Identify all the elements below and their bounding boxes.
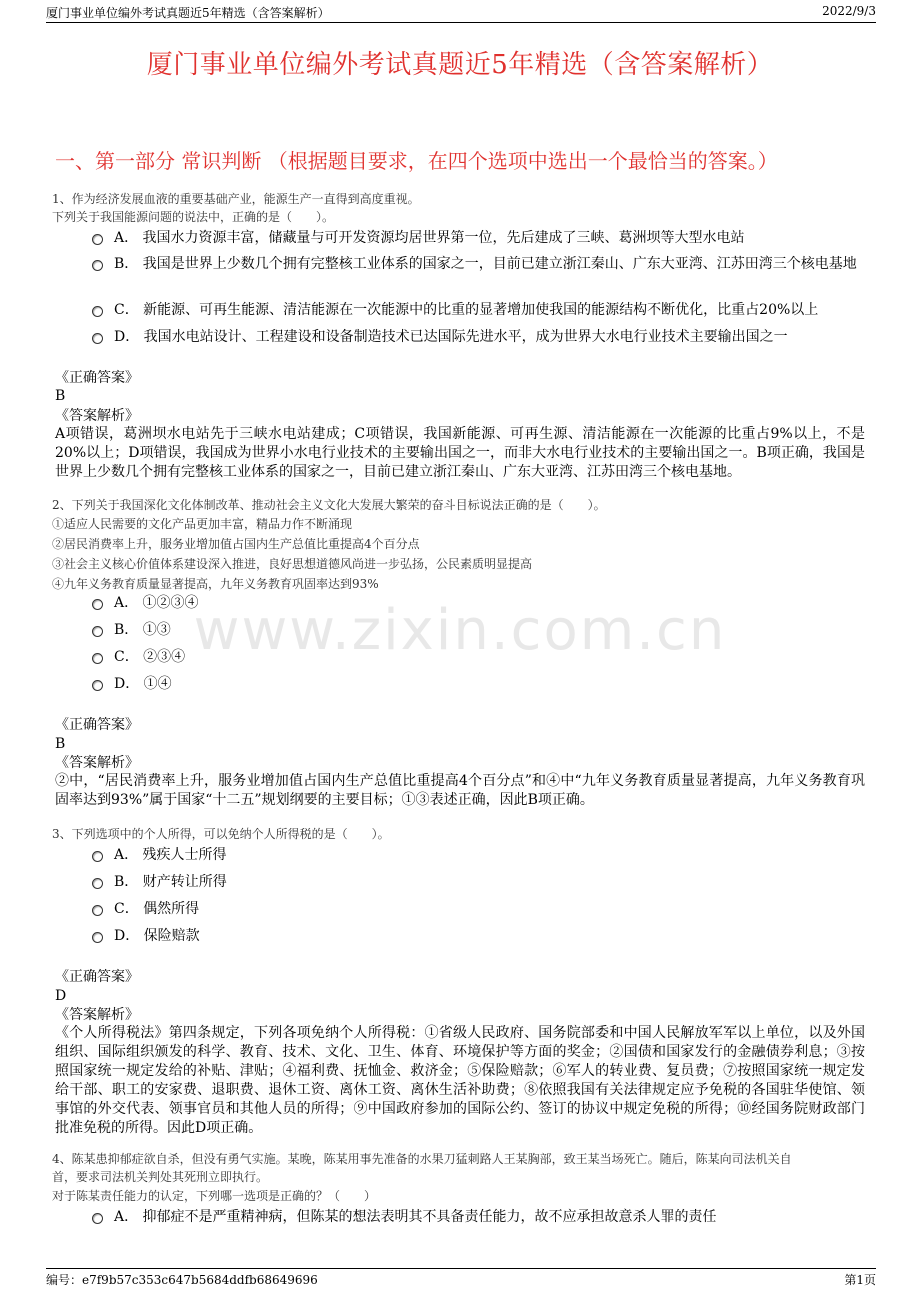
watermark: www.zixin.com.cn <box>193 598 727 663</box>
option-text: A． ①②③④ <box>114 595 199 611</box>
option-text: C． ②③④ <box>114 649 186 665</box>
question-2-option-a[interactable] <box>92 591 199 615</box>
question-2-option-d[interactable] <box>92 672 172 696</box>
question-2-stem: ③社会主义核心价值体系建设深入推进，良好思想道德风尚进一步弘扬，公民素质明显提高 <box>52 557 533 571</box>
question-2-option-c[interactable] <box>92 645 185 669</box>
analysis-label: 《答案解析》 <box>55 408 139 424</box>
header-doc-title: 厦门事业单位编外考试真题近5年精选（含答案解析） <box>46 6 330 20</box>
radio-button[interactable] <box>92 1213 103 1224</box>
question-2-stem: 2、下列关于我国深化文化体制改革、推动社会主义文化大发展大繁荣的奋斗目标说法正确的是（ ）。 <box>52 498 606 512</box>
question-1-option-c[interactable] <box>92 298 872 322</box>
radio-button[interactable] <box>92 260 103 271</box>
question-1-stem: 1、作为经济发展血液的重要基础产业，能源生产一直得到高度重视。 <box>52 192 420 206</box>
radio-button[interactable] <box>92 680 103 691</box>
analysis-text: 《个人所得税法》第四条规定，下列各项免纳个人所得税：①省级人民政府、国务院部委和中国人民解放军军以上单位，以及外国组织、国际组织颁发的科学、教育、技术、文化、卫生、体育、环境保护等方面的奖金；②国债和国家发行的金融债券利息；③按照国家统一规定发给的补贴、津贴；④福利费、抚恤金、救济金；⑤保险赔款；⑥军人的转业费、复员费；⑦按照国家统一规定发给干部、职工的安家费、退职费、退休工资、离休工资、离休生活补助费；⑧依照我国有关法律规定应予免税的各国驻华使馆、领事馆的外交代表、领事官员和其他人员的所得；⑨中国政府参加的国际公约、签订的协议中规定免税的所得；⑩经国务院财政部门批准免税的所得。因此D项正确。 <box>55 1025 865 1136</box>
radio-button[interactable] <box>92 851 103 862</box>
question-1-option-a[interactable] <box>92 226 862 250</box>
footer-page-number: 第1页 <box>844 1273 876 1287</box>
radio-button[interactable] <box>92 626 103 637</box>
option-text: C． 偶然所得 <box>114 901 200 917</box>
option-text: B． 财产转让所得 <box>114 874 227 890</box>
question-1-option-d[interactable] <box>92 325 872 349</box>
option-text: B． 我国是世界上少数几个拥有完整核工业体系的国家之一，目前已建立浙江秦山、广东大亚湾、江苏田湾三个核电基地 <box>114 256 857 272</box>
question-2-stem: ④九年义务教育质量显著提高，九年义务教育巩固率达到93% <box>52 577 379 591</box>
question-3-option-a[interactable] <box>92 843 227 867</box>
radio-button[interactable] <box>92 306 103 317</box>
question-3-option-b[interactable] <box>92 870 227 894</box>
footer-divider <box>46 1268 876 1269</box>
question-3-option-c[interactable] <box>92 897 199 921</box>
question-1-stem: 下列关于我国能源问题的说法中，正确的是（ ）。 <box>52 210 335 224</box>
question-4-stem: 对于陈某责任能力的认定，下列哪一选项是正确的？（ ） <box>52 1189 377 1203</box>
analysis-text: ②中，“居民消费率上升，服务业增加值占国内生产总值比重提高4个百分点”和④中“九年义务教育质量显著提高，九年义务教育巩固率达到93%”属于国家“十二五”规划纲要的主要目标；①③表述正确，因此B项正确。 <box>55 773 865 808</box>
question-1-option-b[interactable] <box>92 252 862 276</box>
answer-label: 《正确答案》 <box>55 370 139 386</box>
analysis-label: 《答案解析》 <box>55 1007 139 1023</box>
section-heading: 一、第一部分 常识判断 （根据题目要求，在四个选项中选出一个最恰当的答案。） <box>55 149 778 173</box>
answer-value: B <box>55 736 66 752</box>
radio-button[interactable] <box>92 905 103 916</box>
radio-button[interactable] <box>92 878 103 889</box>
answer-label: 《正确答案》 <box>55 969 139 985</box>
analysis-text: A项错误，葛洲坝水电站先于三峡水电站建成；C项错误，我国新能源、可再生源、清洁能源在一次能源的比重占9%以上，不是20%以上；D项错误，我国成为世界小水电行业技术的主要输出国之一，而非大水电行业技术的主要输出国之一。B项正确，我国是世界上少数几个拥有完整核工业体系的国家之一，目前已建立浙江秦山、广东大亚湾、江苏田湾三个核电基地。 <box>55 426 865 480</box>
option-text: A． 我国水力资源丰富，储藏量与可开发资源均居世界第一位，先后建成了三峡、葛洲坝等大型水电站 <box>114 230 745 246</box>
radio-button[interactable] <box>92 234 103 245</box>
answer-value: D <box>55 988 67 1004</box>
question-4-stem: 首，要求司法机关判处其死刑立即执行。 <box>52 1170 269 1184</box>
footer-doc-id: 编号：e7f9b57c353c647b5684ddfb68649696 <box>46 1273 318 1287</box>
option-text: D． 我国水电站设计、工程建设和设备制造技术已达国际先进水平，成为世界大水电行业技术主要输出国之一 <box>114 329 788 345</box>
question-2-stem: ②居民消费率上升，服务业增加值占国内生产总值比重提高4个百分点 <box>52 537 420 551</box>
radio-button[interactable] <box>92 599 103 610</box>
question-2-stem: ①适应人民需要的文化产品更加丰富，精品力作不断涌现 <box>52 517 353 531</box>
radio-button[interactable] <box>92 932 103 943</box>
answer-label: 《正确答案》 <box>55 717 139 733</box>
option-text: D． ①④ <box>114 676 172 692</box>
header-divider <box>46 22 876 23</box>
option-text: B． ①③ <box>114 622 171 638</box>
analysis-label: 《答案解析》 <box>55 755 139 771</box>
page-title: 厦门事业单位编外考试真题近5年精选（含答案解析） <box>146 50 774 80</box>
option-text: C． 新能源、可再生能源、清洁能源在一次能源中的比重的显著增加使我国的能源结构不断优化，比重占20%以上 <box>114 302 819 318</box>
radio-button[interactable] <box>92 653 103 664</box>
option-text: A． 残疾人士所得 <box>114 847 227 863</box>
header-date: 2022/9/3 <box>822 4 876 18</box>
question-3-option-d[interactable] <box>92 924 200 948</box>
option-text: D． 保险赔款 <box>114 928 200 944</box>
option-text: A． 抑郁症不是严重精神病，但陈某的想法表明其不具备责任能力，故不应承担故意杀人罪的责任 <box>114 1209 717 1225</box>
question-2-option-b[interactable] <box>92 618 171 642</box>
question-3-stem: 3、下列选项中的个人所得，可以免纳个人所得税的是（ ）。 <box>52 827 390 841</box>
question-4-option-a[interactable] <box>92 1205 717 1229</box>
question-4-stem: 4、陈某患抑郁症欲自杀，但没有勇气实施。某晚，陈某用事先准备的水果刀猛刺路人王某胸部，致王某当场死亡。随后，陈某向司法机关自 <box>52 1152 792 1166</box>
radio-button[interactable] <box>92 333 103 344</box>
answer-value: B <box>55 388 66 404</box>
